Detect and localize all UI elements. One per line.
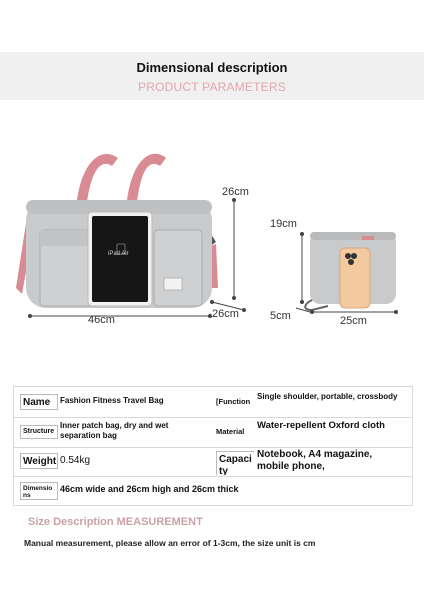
large-width-label: 46cm: [88, 314, 115, 326]
page-subtitle: PRODUCT PARAMETERS: [138, 80, 286, 94]
page-title: Dimensional description: [136, 60, 288, 75]
structure-value: Inner patch bag, dry and wet separation bag: [60, 421, 169, 440]
size-description-title: Size Description MEASUREMENT: [28, 516, 203, 528]
large-bag-photo: [6, 138, 260, 334]
row-divider: [14, 476, 412, 477]
dimensions-value: 46cm wide and 26cm high and 26cm thick: [60, 484, 239, 494]
weight-key: Weight: [20, 453, 58, 469]
capacity-value: Notebook, A4 magazine, mobile phone,: [257, 449, 373, 472]
spec-table: [13, 386, 413, 506]
name-value: Fashion Fitness Travel Bag: [60, 396, 164, 405]
small-height-label: 19cm: [270, 218, 297, 230]
row-divider: [14, 417, 412, 418]
row-divider: [14, 447, 412, 448]
function-value: Single shoulder, portable, crossbody: [257, 392, 398, 401]
weight-value: 0.54kg: [60, 455, 91, 466]
structure-key: Structure: [20, 425, 58, 439]
measurement-note: Manual measurement, please allow an error of 1-3cm, the size unit is cm: [24, 538, 316, 548]
material-key: Material: [216, 427, 245, 436]
material-value: Water-repellent Oxford cloth: [257, 420, 385, 431]
dimensions-key: Dimensio ns: [20, 482, 58, 500]
tablet-name-label: iPad Air: [108, 251, 129, 257]
large-depth-label: 26cm: [212, 308, 239, 320]
function-key: [Function: [216, 397, 251, 406]
small-width-label: 25cm: [340, 315, 367, 327]
small-depth-label: 5cm: [270, 310, 291, 322]
large-height-label: 26cm: [222, 186, 249, 198]
small-bag-photo: [268, 222, 406, 318]
capacity-key: Capaci ty: [216, 451, 254, 475]
name-key: Name: [20, 394, 58, 410]
